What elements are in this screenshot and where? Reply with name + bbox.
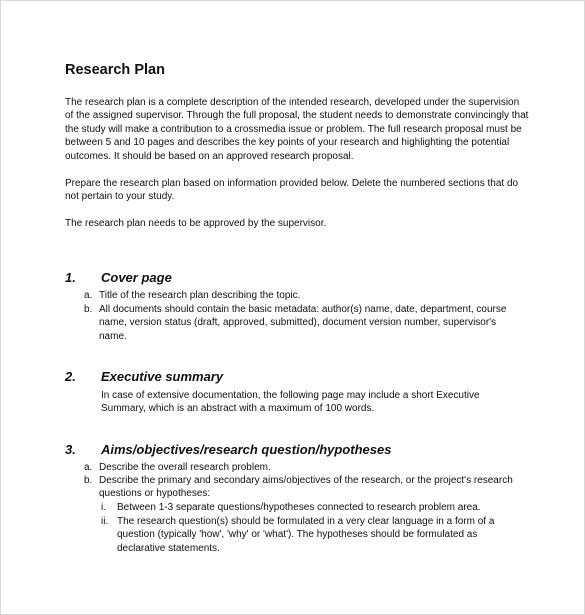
section-1-heading: Cover page <box>101 270 172 285</box>
section-1-number: 1. <box>65 270 76 285</box>
section-3-item-a-marker: a. <box>84 462 93 473</box>
approval-paragraph: The research plan needs to be approved by the supervisor. <box>65 218 327 229</box>
intro-paragraph: The research plan is a complete description of the intended research, developed under the supervision of the assigned supervisor. Through the full proposal, the student needs to demonstrate convincingly that the study will make a contribution to a crossmedia issue or problem. The full research proposal must be between 5 and 10 pages and describes the key points of your research and highlighting the potential outcomes. It should be based on an approved research proposal. <box>65 97 529 162</box>
section-3-subitem-i-marker: i. <box>101 502 106 513</box>
section-1-item-b: All documents should contain the basic metadata: author(s) name, date, department, course name, version status (draft, approved, submitted), document version number, supervisor's name. <box>99 304 507 342</box>
section-2-number: 2. <box>65 369 76 384</box>
section-3-item-b: Describe the primary and secondary aims/objectives of the research, or the project's research questions or hypotheses: <box>99 475 513 500</box>
section-1-item-b-marker: b. <box>84 304 93 315</box>
section-1-item-a: Title of the research plan describing the topic. <box>99 290 301 301</box>
section-3-item-b-marker: b. <box>84 475 93 486</box>
section-2-body: In case of extensive documentation, the following page may include a short Executive Summary, which is an abstract with a maximum of 100 words. <box>101 390 480 415</box>
section-3-subitem-ii: The research question(s) should be formulated in a very clear language in a form of a question (typically 'how', 'why' or 'what'). The hypotheses should be formulated as declarative statements. <box>117 516 495 554</box>
document-title: Research Plan <box>65 62 165 78</box>
section-1-item-a-marker: a. <box>84 290 93 301</box>
section-3-number: 3. <box>65 442 76 457</box>
section-3-item-a: Describe the overall research problem. <box>99 462 271 473</box>
section-3-subitem-i: Between 1-3 separate questions/hypotheses connected to research problem area. <box>117 502 481 513</box>
section-3-heading: Aims/objectives/research question/hypotheses <box>101 442 392 457</box>
instructions-paragraph: Prepare the research plan based on information provided below. Delete the numbered sections that do not pertain to your study. <box>65 178 519 203</box>
section-2-heading: Executive summary <box>101 369 224 384</box>
section-3-subitem-ii-marker: ii. <box>101 516 109 527</box>
